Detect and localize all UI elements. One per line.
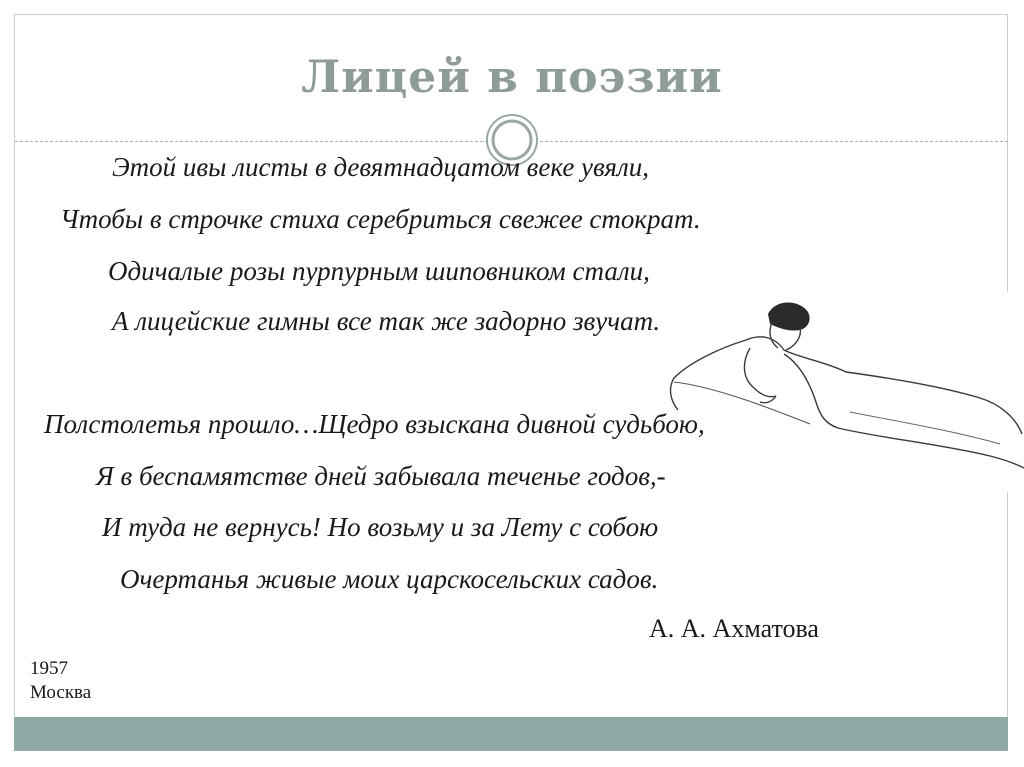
poem-line: Очертанья живые моих царскосельских садов.	[120, 564, 659, 594]
poem-line: Я в беспамятстве дней забывала теченье годов,-	[96, 461, 666, 491]
date-year: 1957	[30, 658, 68, 679]
date-block	[30, 657, 91, 705]
footer-bar	[14, 717, 1008, 751]
poem-line: Полстолетья прошло…Щедро взыскана дивной судьбою,	[44, 409, 705, 439]
poem-line: Чтобы в строчке стиха серебриться свежее стократ.	[60, 204, 701, 234]
slide-title: Лицей в поэзии	[301, 52, 723, 103]
poem-line: Этой ивы листы в девятнадцатом веке увяли,	[112, 152, 649, 182]
poem-line: А лицейские гимны все так же задорно звучат.	[112, 306, 661, 336]
poem-line: Одичалые розы пурпурным шиповником стали,	[108, 256, 650, 286]
poem-line: И туда не вернусь! Но возьму и за Лету с собою	[102, 512, 659, 542]
poem-author: А. А. Ахматова	[649, 614, 819, 643]
date-place: Москва	[30, 682, 92, 703]
